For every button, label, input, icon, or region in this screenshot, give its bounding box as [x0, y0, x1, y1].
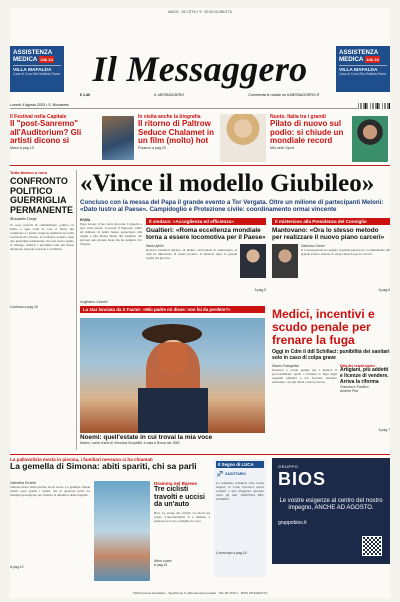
col2-headline: Gualtieri: «Roma eccellenza mondiale torna a essere locomotiva per il Paese»	[146, 227, 266, 241]
bios-message: Le vostre esigenze al centro del nostro impegno, ANCHE AD AGOSTO.	[279, 498, 383, 511]
lower-body: Simona morta nella piscina di un resort. La gemella chiede verità: sono spariti i vestiti, chi sa qualcosa parli. Le indagini proseguono per chiarire la dinamica della tragedia.	[10, 485, 90, 498]
teaser-kicker: In visita anche la biografia	[138, 114, 201, 120]
article-col-2[interactable]	[146, 218, 266, 292]
col2-body: Roberto Gualtieri sindaco di Roma: «Un'ondata di entusiasmo, la città ha dimostrato di essere pronta». Il bilancio dopo la grande veglia dei giovani.	[146, 248, 237, 261]
photo-kicker: La star lanciata da X Factor: «Mio padre mi disse: non fai da perdere?»	[80, 306, 265, 313]
simona-photo	[94, 481, 150, 581]
article-col-3[interactable]	[272, 218, 390, 292]
masthead-title[interactable]: Il Messaggero	[92, 49, 308, 89]
teaser-page: Polanco a pag.20	[138, 145, 166, 150]
col2-page: A pag.5	[254, 288, 266, 293]
teaser-page: Moi nello Sport	[270, 145, 294, 150]
col3-body: Il sottosegretario ha seguito in prima persona il coordinamento del grande evento. Adesso lo stesso metodo per le carceri.	[301, 248, 390, 257]
lower-page: A pag.13	[10, 565, 24, 570]
caption-headline: Noemi: quell'estate in cui trovai la mia voce	[80, 434, 213, 441]
paltrow-photo	[220, 114, 266, 162]
side-kicker: Dilla dei ceanti storici	[340, 364, 375, 369]
medici-page: A pag.7	[378, 428, 390, 433]
footer-line: *Abbinamento facoltativo · Spedizione in abbonamento postale · TEL 06.4720.1 · BIOS INTEGRATIVI	[132, 591, 268, 595]
side-headline: Artigiani, più addetti e licenze di vendere. Arriva la riforma	[340, 367, 389, 385]
barese-headline: Tre ciclisti travolti e uccisi da un'auto	[154, 486, 205, 509]
teaser-strip	[10, 112, 390, 166]
ad-title: ASSISTENZA MEDICA	[13, 49, 52, 63]
col1-location: ROMA	[80, 218, 91, 222]
side-author: Francesco Pacifico	[340, 385, 369, 390]
auditorium-photo	[102, 116, 134, 160]
masthead-center-label: IL MESSAGGERO	[154, 92, 185, 97]
caption-subtitle: Noemi, nome d'arte di Veronica Scopelliti, è nata a Roma nel 1982	[80, 441, 180, 445]
ad-subtitle: VILLA MAFALDA	[13, 68, 52, 73]
mantovano-photo	[272, 244, 298, 278]
qr-code-icon[interactable]	[362, 536, 382, 556]
opinion-continue: Continua a pag.18	[10, 305, 38, 310]
barese-article[interactable]	[154, 481, 210, 567]
col1-body: Papa Leone, il tuo cuore giovane. L'appello a non avere paura: «Cercate il Signore». Oltre un milione di fedeli hanno partecipato alla veglia e alla messa finale del Giubileo dei giovani, una grande festa che ha riempito Tor Vergata.	[80, 222, 142, 247]
medici-headline: Medici, incentivi e scudo penale per frenare la fuga	[272, 307, 375, 347]
col2-author: Mario Ajello	[146, 244, 164, 248]
barese-page: a pag.15	[154, 562, 168, 567]
main-headline[interactable]: «Vince il modello Giubileo»	[80, 170, 375, 197]
lower-col-text	[10, 481, 90, 569]
ad-note: Casa di Cura Villa Mafalda Roma	[13, 72, 61, 77]
horoscope-box[interactable]	[214, 459, 266, 577]
ad-villa-mafalda-right[interactable]	[336, 46, 390, 92]
barese-kicker: Dramma nel Barese	[154, 481, 197, 486]
bios-group-label: GRUPPO	[278, 464, 299, 469]
gualtieri-photo	[240, 244, 266, 278]
teaser-kicker: Il Festival nella Capitale	[10, 114, 67, 120]
ad-title: ASSISTENZA MEDICA	[339, 49, 378, 63]
barese-body: Bari. La strage dei ciclisti: tre morti sul colpo. L'automobilista si è fermato a prestare soccorso, indagini in corso.	[154, 510, 210, 523]
pilato-photo	[352, 116, 388, 162]
medici-subheadline: Oggi in Cdm il ddl Schillaci: punibilità dei sanitari solo in caso di colpa grave	[272, 349, 390, 361]
col3-kicker: Il misterioso alla Presidenza del Consiglio	[272, 218, 390, 225]
lower-author: Valentina Errante	[10, 481, 37, 485]
opinion-headline: CONFRONTO POLITICO GUERRIGLIA PERMANENTE	[10, 176, 74, 215]
ad-badge: 24h 24	[40, 57, 53, 62]
teaser-headline: Il "post-Sanremo" all'Auditorium? Gli artisti dicono sì	[10, 119, 82, 146]
ad-villa-mafalda-left[interactable]	[10, 46, 64, 92]
ad-gruppo-bios[interactable]	[272, 458, 390, 564]
col1-signature: Guglielmo Ginnelli	[80, 300, 108, 305]
horoscope-kicker: Il Segno di LUCA	[216, 461, 264, 468]
col3-page: A pag.6	[378, 288, 390, 293]
opinion-kicker: Tutto bianco o nero	[10, 170, 48, 175]
teaser-paltrow[interactable]	[138, 114, 218, 164]
teaser-auditorium[interactable]	[10, 114, 98, 164]
teaser-headline: Pilato di nuovo sul podio: si chiude un mondiale record	[270, 119, 344, 146]
newspaper-front-page	[10, 8, 390, 598]
date-bar	[10, 103, 390, 109]
barese-author: Mirco Isano	[154, 558, 172, 563]
barcode-icon	[358, 103, 390, 109]
bios-logo: BIOS	[278, 469, 327, 489]
main-subheadline: Concluso con la messa del Papa il grande evento a Tor Vergata. Oltre un milione di partecipanti Meloni: «Dato lustro al Paese». Campidoglio e Protezione civile: coordinamento ormai vincente	[80, 199, 384, 213]
medici-body: Incentivi e scudo penale per i medici: il provvedimento punta a fermare la fuga dagli ospedali pubblici e dal Servizio sanitario nazionale, con più tutele e nuove risorse.	[272, 368, 337, 385]
side-article[interactable]	[340, 364, 390, 428]
web-link[interactable]: Commenta le notizie su ILMESSAGGERO.IT	[248, 92, 320, 97]
lower-headline: La gemella di Simona: abiti spariti, chi sa parli	[10, 461, 197, 471]
ad-subtitle: VILLA MAFALDA	[339, 68, 378, 73]
teaser-pilato[interactable]	[270, 114, 348, 164]
ad-badge: 24h 24	[366, 57, 379, 62]
sagittarius-icon: ♐	[216, 470, 224, 479]
ad-note: Casa di Cura Villa Mafalda Roma	[339, 72, 387, 77]
masthead-info-bar	[80, 90, 320, 99]
right-main-article[interactable]	[272, 308, 390, 433]
horoscope-sign: SAGITTARIO	[225, 472, 246, 477]
opinion-author: Alessandro Campi	[10, 217, 37, 222]
bios-website[interactable]: gruppobios.it	[278, 520, 307, 526]
medici-author: Mauro Evangelisti	[272, 364, 299, 369]
teaser-page: Marzi a pag.15	[10, 145, 34, 150]
lower-kicker: La pallavolista morta in piscina, i familiari nessuno ci ha chiamati	[10, 457, 153, 462]
teaser-headline: Il ritorno di Paltrow Seduce Chalamet in un film (molto) hot	[138, 119, 215, 146]
horoscope-page: L'oroscopo a pag.14	[216, 551, 247, 555]
col2-kicker: Il sindaco: «Accoglienza ed efficienza»	[146, 218, 266, 225]
noemi-photo[interactable]	[80, 318, 265, 433]
side-author-2: Andrea Pira	[340, 389, 358, 394]
issue-date: Lunedì 4 Agosto 2025 • S. Nicodemo	[10, 103, 69, 107]
teaser-kicker: Nuoto. Italia tra i grandi	[270, 114, 326, 120]
article-col-1[interactable]	[80, 218, 142, 304]
col3-headline: Mantovano: «Ora lo stesso metodo per realizzare il nuovo piano carceri»	[272, 227, 385, 241]
photo-caption	[80, 434, 265, 445]
col3-author: Gianluca Garini	[301, 244, 325, 248]
opinion-column[interactable]	[10, 170, 74, 320]
opinion-body: Ci sono periodi di cambiamento politico in Italia, e ogni volta le cose si fanno più complesse e i leader vengono giudicati su scelte sociali molto diverse. Il confronto politico resta una guerriglia permanente che non lascia spazio al dialogo, mentre i problemi reali del Paese attendono risposte concrete e condivise.	[10, 223, 74, 252]
price: € 1,40	[80, 92, 90, 97]
top-info-line: MAGG · 28 CITTA + 9 · 00:00:23 UBUTTA	[168, 10, 232, 14]
horoscope-body: La settimana comincia sotto buoni auspici, la Luna favorisce nuovi contatti e una maggiore apertura verso gli altri. MANTRA DEL GIORNO.	[216, 481, 264, 501]
